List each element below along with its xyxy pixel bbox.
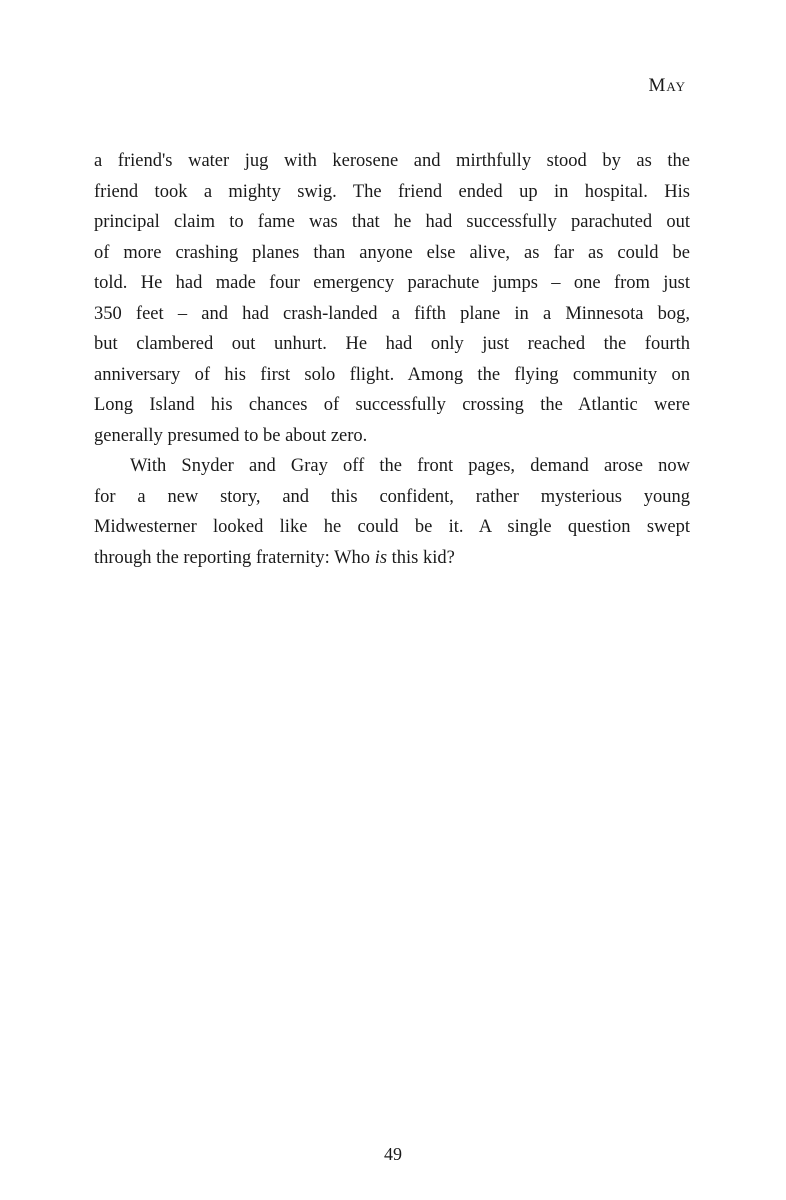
text-line: told. He had made four emergency parachute jumps – one from just bbox=[94, 273, 690, 293]
text-run: through the reporting fraternity: Who bbox=[94, 547, 375, 568]
paragraph bbox=[94, 146, 690, 451]
paragraph bbox=[94, 451, 690, 573]
text-run: this kid? bbox=[387, 547, 455, 568]
text-line: 350 feet – and had crash-landed a fifth plane in a Minnesota bog, bbox=[94, 303, 690, 324]
text-line: a friend's water jug with kerosene and mirthfully stood by as the bbox=[94, 151, 690, 171]
text-line: anniversary of his first solo flight. Among the flying community on bbox=[94, 364, 690, 385]
text-line bbox=[94, 543, 690, 574]
text-line: With Snyder and Gray off the front pages, demand arose now bbox=[130, 456, 690, 476]
text-line: friend took a mighty swig. The friend ended up in hospital. His bbox=[94, 181, 690, 202]
emphasis: is bbox=[374, 547, 388, 568]
text-line: Long Island his chances of successfully crossing the Atlantic were bbox=[94, 395, 690, 415]
text-line: for a new story, and this confident, rather mysterious young bbox=[94, 486, 690, 507]
running-header: May bbox=[648, 75, 686, 96]
text-line: principal claim to fame was that he had successfully parachuted out bbox=[94, 212, 690, 232]
text-line: of more crashing planes than anyone else alive, as far as could be bbox=[94, 242, 690, 263]
text-line: Midwesterner looked like he could be it. A single question swept bbox=[94, 517, 690, 537]
body-text bbox=[94, 146, 690, 573]
text-line: but clambered out unhurt. He had only just reached the fourth bbox=[94, 334, 690, 354]
text-line: generally presumed to be about zero. bbox=[94, 425, 368, 446]
page-number: 49 bbox=[384, 1144, 402, 1164]
